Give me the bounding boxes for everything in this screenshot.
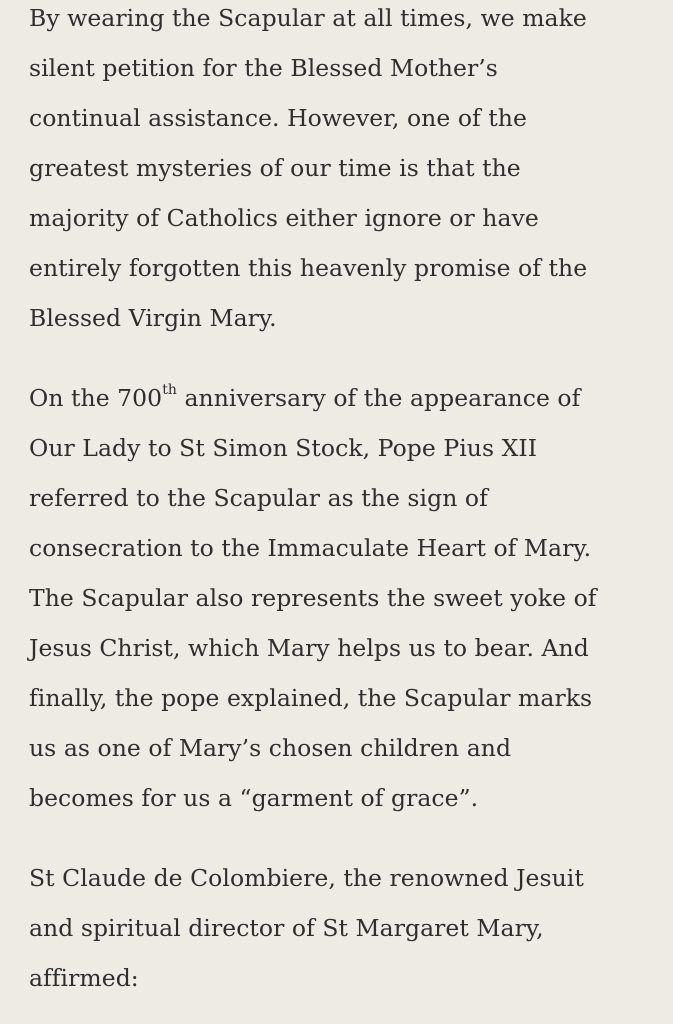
text-line: affirmed:	[29, 964, 139, 992]
text-line: us as one of Mary’s chosen children and	[29, 734, 512, 762]
text-line-suffix: anniversary of the appearance of	[176, 384, 581, 412]
text-line: becomes for us a “garment of grace”.	[29, 784, 479, 812]
text-line-with-superscript	[29, 373, 597, 423]
text-line: St Claude de Colombiere, the renowned Jesuit	[29, 864, 584, 892]
text-line: majority of Catholics either ignore or have	[29, 204, 539, 232]
paragraph-scapular-petition	[29, 0, 587, 343]
text-line-prefix: On the 700	[29, 384, 163, 412]
text-line: and spiritual director of St Margaret Mary,	[29, 914, 544, 942]
text-line: continual assistance. However, one of the	[29, 104, 527, 132]
text-line: silent petition for the Blessed Mother’s	[29, 54, 498, 82]
paragraph-st-claude	[29, 853, 584, 1003]
text-line: Jesus Christ, which Mary helps us to bear. And	[29, 634, 589, 662]
ordinal-superscript: th	[162, 382, 177, 399]
text-line: consecration to the Immaculate Heart of Mary.	[29, 534, 592, 562]
paragraph-pius-xii	[29, 373, 597, 823]
text-line: finally, the pope explained, the Scapular marks	[29, 684, 593, 712]
text-line: referred to the Scapular as the sign of	[29, 484, 488, 512]
text-line: greatest mysteries of our time is that the	[29, 154, 521, 182]
text-line: entirely forgotten this heavenly promise of the	[29, 254, 588, 282]
text-line: The Scapular also represents the sweet yoke of	[29, 584, 597, 612]
text-line: By wearing the Scapular at all times, we make	[29, 4, 587, 32]
text-line: Our Lady to St Simon Stock, Pope Pius XII	[29, 434, 538, 462]
text-line: Blessed Virgin Mary.	[29, 304, 277, 332]
